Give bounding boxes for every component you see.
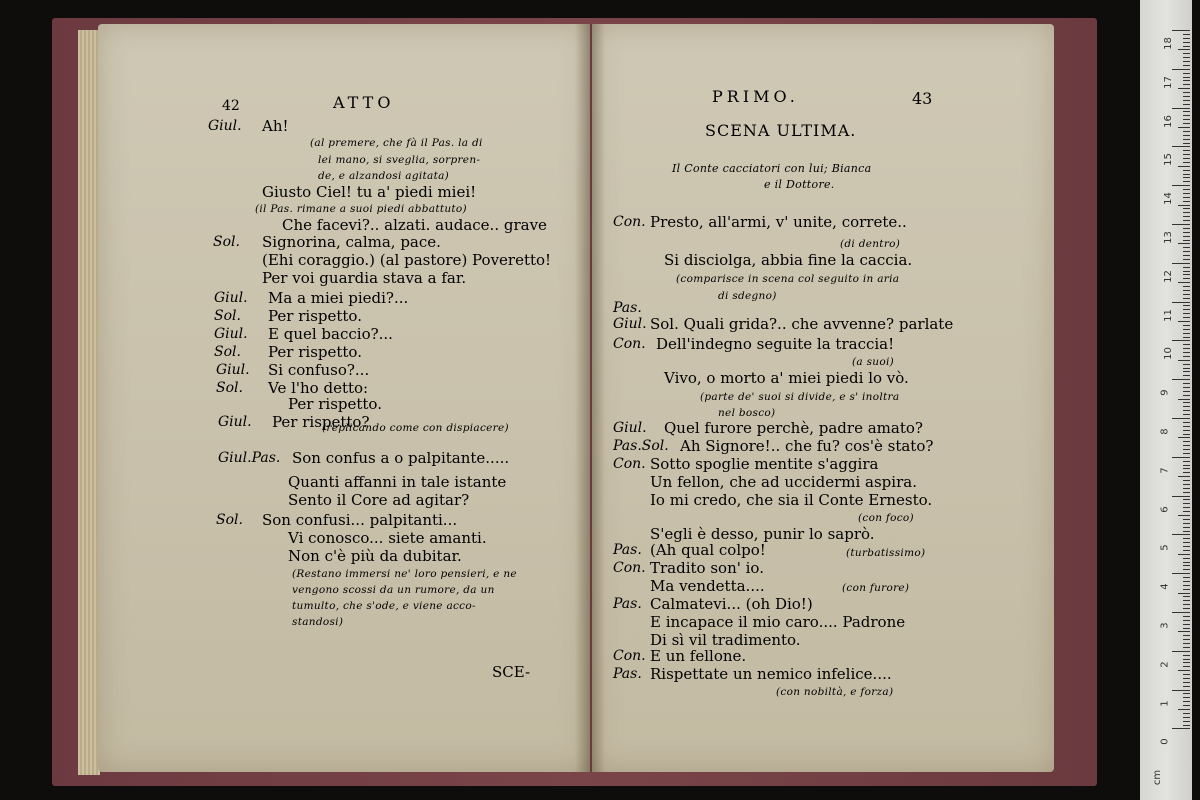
ruler-minor-tick bbox=[1178, 243, 1190, 244]
right-speaker: Pas. bbox=[613, 542, 642, 558]
left-dialogue: Son confusi... palpitanti... bbox=[262, 511, 458, 529]
ruler-minor-tick bbox=[1178, 554, 1190, 555]
ruler-minor-tick bbox=[1183, 550, 1190, 551]
book-gutter bbox=[575, 24, 605, 772]
left-dialogue: Per rispetto. bbox=[268, 343, 362, 361]
ruler-minor-tick bbox=[1183, 682, 1190, 683]
right-stage-direction: (con foco) bbox=[858, 512, 914, 524]
ruler-number: 2 bbox=[1159, 661, 1171, 668]
ruler-tick bbox=[1172, 457, 1190, 458]
ruler-tick bbox=[1172, 263, 1190, 264]
ruler-minor-tick bbox=[1183, 170, 1190, 171]
ruler-minor-tick bbox=[1183, 639, 1190, 640]
ruler-number: 16 bbox=[1162, 114, 1174, 128]
ruler-minor-tick bbox=[1183, 725, 1190, 726]
left-speaker: Giul.Pas. bbox=[218, 450, 281, 466]
ruler-minor-tick bbox=[1178, 593, 1190, 594]
left-verse: (Ehi coraggio.) (al pastore) Poveretto! bbox=[262, 251, 552, 269]
right-speaker: Giul. bbox=[613, 420, 647, 436]
right-dialogue: Presto, all'armi, v' unite, correte.. bbox=[650, 213, 907, 231]
ruler-minor-tick bbox=[1183, 348, 1190, 349]
left-speaker: Giul. bbox=[214, 290, 248, 306]
right-stage-direction: (con nobiltà, e forza) bbox=[776, 686, 894, 698]
ruler-minor-tick bbox=[1183, 309, 1190, 310]
ruler-minor-tick bbox=[1183, 717, 1190, 718]
left-dialogue: Per rispetto? bbox=[272, 413, 370, 431]
ruler-minor-tick bbox=[1178, 282, 1190, 283]
ruler-number: 17 bbox=[1162, 75, 1174, 89]
ruler-minor-tick bbox=[1183, 721, 1190, 722]
ruler-minor-tick bbox=[1183, 430, 1190, 431]
left-dialogue: Ma a miei piedi?... bbox=[268, 289, 409, 307]
ruler-number: 6 bbox=[1159, 505, 1171, 513]
ruler-minor-tick bbox=[1183, 139, 1190, 140]
ruler-minor-tick bbox=[1183, 84, 1190, 85]
right-stage-direction: (comparisce in scena col seguito in aria bbox=[676, 273, 900, 285]
ruler-minor-tick bbox=[1178, 631, 1190, 632]
right-dialogue: Tradito son' io. bbox=[650, 559, 764, 577]
ruler-number: 13 bbox=[1162, 231, 1174, 244]
ruler-number: 14 bbox=[1162, 192, 1174, 206]
cast-line-2: e il Dottore. bbox=[764, 178, 835, 191]
right-dialogue: Sotto spoglie mentite s'aggira bbox=[650, 455, 879, 473]
ruler-number: 3 bbox=[1159, 622, 1171, 629]
ruler-minor-tick bbox=[1183, 115, 1190, 116]
ruler-minor-tick bbox=[1178, 476, 1190, 477]
ruler-tick bbox=[1172, 496, 1190, 497]
ruler-minor-tick bbox=[1183, 96, 1190, 97]
ruler-minor-tick bbox=[1183, 426, 1190, 427]
ruler-minor-tick bbox=[1183, 197, 1190, 198]
ruler-tick bbox=[1172, 69, 1190, 70]
ruler-minor-tick bbox=[1183, 34, 1190, 35]
right-dialogue: Ah Signore!.. che fu? cos'è stato? bbox=[680, 437, 934, 455]
ruler-minor-tick bbox=[1183, 305, 1190, 306]
right-verse: E incapace il mio caro.... Padrone bbox=[650, 613, 906, 631]
right-stage-direction: (turbatissimo) bbox=[846, 547, 926, 559]
ruler-tick bbox=[1172, 302, 1190, 303]
left-dialogue: Per rispetto. bbox=[268, 307, 362, 325]
ruler-minor-tick bbox=[1178, 49, 1190, 50]
left-dialogue: Son confus a o palpitante..... bbox=[292, 449, 510, 467]
ruler-minor-tick bbox=[1183, 406, 1190, 407]
ruler-minor-tick bbox=[1183, 492, 1190, 493]
ruler-minor-tick bbox=[1183, 150, 1190, 151]
ruler-minor-tick bbox=[1183, 468, 1190, 469]
ruler-minor-tick bbox=[1178, 515, 1190, 516]
right-speaker: Pas. bbox=[613, 666, 642, 682]
left-stage-direction: tumulto, che s'ode, e viene acco- bbox=[292, 600, 476, 612]
ruler-minor-tick bbox=[1183, 531, 1190, 532]
ruler-tick bbox=[1172, 108, 1190, 109]
left-speaker: Giul. bbox=[216, 362, 250, 378]
right-verse: Un fellon, che ad uccidermi aspira. bbox=[650, 473, 917, 491]
left-stage-direction: vengono scossi da un rumore, da un bbox=[292, 584, 495, 596]
right-stage-direction: (con furore) bbox=[842, 582, 910, 594]
ruler-minor-tick bbox=[1183, 208, 1190, 209]
right-dialogue: Quel furore perchè, padre amato? bbox=[664, 419, 923, 437]
left-verse: Non c'è più da dubitar. bbox=[288, 547, 462, 565]
ruler-minor-tick bbox=[1183, 577, 1190, 578]
ruler-minor-tick bbox=[1183, 255, 1190, 256]
left-speaker: Giul. bbox=[214, 326, 248, 342]
ruler-minor-tick bbox=[1183, 317, 1190, 318]
ruler-minor-tick bbox=[1183, 565, 1190, 566]
cast-line-1: Il Conte cacciatori con lui; Bianca bbox=[672, 162, 872, 175]
ruler-minor-tick bbox=[1183, 414, 1190, 415]
left-verse: Giusto Ciel! tu a' piedi miei! bbox=[262, 183, 477, 201]
ruler-minor-tick bbox=[1183, 635, 1190, 636]
right-speaker: Con. bbox=[613, 648, 646, 664]
ruler-minor-tick bbox=[1183, 686, 1190, 687]
left-speaker: Sol. bbox=[216, 380, 243, 396]
ruler-minor-tick bbox=[1183, 527, 1190, 528]
right-stage-direction: nel bosco) bbox=[718, 407, 776, 419]
left-dialogue: Signorina, calma, pace. bbox=[262, 233, 441, 251]
ruler-minor-tick bbox=[1183, 480, 1190, 481]
ruler-minor-tick bbox=[1183, 422, 1190, 423]
ruler-minor-tick bbox=[1183, 503, 1190, 504]
left-stage-direction: de, e alzandosi agitata) bbox=[318, 170, 450, 182]
ruler-minor-tick bbox=[1183, 643, 1190, 644]
ruler-minor-tick bbox=[1183, 499, 1190, 500]
right-stage-direction: di sdegno) bbox=[718, 290, 777, 302]
right-verse: Si disciolga, abbia fine la caccia. bbox=[664, 251, 913, 269]
ruler-minor-tick bbox=[1183, 201, 1190, 202]
ruler-minor-tick bbox=[1183, 286, 1190, 287]
page-edges bbox=[78, 30, 100, 775]
ruler-tick bbox=[1172, 573, 1190, 574]
ruler-unit: cm bbox=[1152, 769, 1164, 786]
ruler-minor-tick bbox=[1183, 313, 1190, 314]
ruler-number: 9 bbox=[1159, 389, 1171, 396]
right-speaker: Con. bbox=[613, 214, 646, 230]
ruler-minor-tick bbox=[1183, 177, 1190, 178]
ruler-minor-tick bbox=[1183, 546, 1190, 547]
ruler-minor-tick bbox=[1178, 321, 1190, 322]
right-speaker: Pas.Sol. bbox=[613, 438, 669, 454]
right-speaker: Con. bbox=[613, 456, 646, 472]
ruler-minor-tick bbox=[1183, 410, 1190, 411]
right-page-header: PRIMO. bbox=[712, 87, 799, 106]
ruler-minor-tick bbox=[1183, 240, 1190, 241]
ruler-minor-tick bbox=[1183, 511, 1190, 512]
ruler-tick bbox=[1172, 185, 1190, 186]
ruler-minor-tick bbox=[1178, 88, 1190, 89]
ruler-minor-tick bbox=[1183, 604, 1190, 605]
ruler-minor-tick bbox=[1183, 251, 1190, 252]
ruler-minor-tick bbox=[1183, 298, 1190, 299]
ruler-minor-tick bbox=[1183, 42, 1190, 43]
ruler-minor-tick bbox=[1183, 329, 1190, 330]
ruler-minor-tick bbox=[1183, 395, 1190, 396]
ruler-minor-tick bbox=[1183, 228, 1190, 229]
ruler-minor-tick bbox=[1183, 705, 1190, 706]
right-page-number: 43 bbox=[912, 89, 933, 108]
ruler-minor-tick bbox=[1183, 558, 1190, 559]
ruler-minor-tick bbox=[1183, 655, 1190, 656]
ruler-minor-tick bbox=[1183, 562, 1190, 563]
ruler-minor-tick bbox=[1183, 364, 1190, 365]
ruler-minor-tick bbox=[1183, 53, 1190, 54]
ruler-minor-tick bbox=[1183, 119, 1190, 120]
ruler-minor-tick bbox=[1183, 274, 1190, 275]
ruler-minor-tick bbox=[1183, 220, 1190, 221]
left-page-header: ATTO bbox=[333, 93, 395, 112]
right-verse: Vivo, o morto a' miei piedi lo vò. bbox=[664, 369, 909, 387]
ruler-number: 8 bbox=[1159, 428, 1171, 435]
ruler-tick bbox=[1172, 534, 1190, 535]
ruler-minor-tick bbox=[1183, 352, 1190, 353]
left-stage-direction: (il Pas. rimane a suoi piedi abbattuto) bbox=[255, 203, 467, 215]
ruler-tick bbox=[1172, 690, 1190, 691]
left-dialogue: E quel baccio?... bbox=[268, 325, 393, 343]
ruler-minor-tick bbox=[1183, 247, 1190, 248]
ruler-minor-tick bbox=[1178, 127, 1190, 128]
ruler-minor-tick bbox=[1183, 697, 1190, 698]
ruler-minor-tick bbox=[1183, 267, 1190, 268]
ruler-minor-tick bbox=[1183, 624, 1190, 625]
ruler-minor-tick bbox=[1183, 647, 1190, 648]
catchword: SCE- bbox=[492, 663, 531, 681]
ruler-tick bbox=[1172, 651, 1190, 652]
ruler-minor-tick bbox=[1183, 662, 1190, 663]
ruler-minor-tick bbox=[1183, 391, 1190, 392]
right-stage-direction: (di dentro) bbox=[840, 238, 901, 250]
ruler-minor-tick bbox=[1183, 628, 1190, 629]
ruler-number: 7 bbox=[1159, 467, 1171, 474]
left-stage-direction: lei mano, si sveglia, sorpren- bbox=[318, 154, 481, 166]
ruler-minor-tick bbox=[1183, 162, 1190, 163]
ruler-minor-tick bbox=[1183, 57, 1190, 58]
ruler-tick bbox=[1172, 146, 1190, 147]
ruler-minor-tick bbox=[1183, 123, 1190, 124]
ruler-minor-tick bbox=[1183, 325, 1190, 326]
ruler-minor-tick bbox=[1183, 445, 1190, 446]
ruler-minor-tick bbox=[1183, 713, 1190, 714]
ruler-minor-tick bbox=[1183, 278, 1190, 279]
ruler-minor-tick bbox=[1183, 441, 1190, 442]
ruler-minor-tick bbox=[1183, 344, 1190, 345]
ruler-number: 1 bbox=[1159, 699, 1171, 707]
right-verse: S'egli è desso, punir lo saprò. bbox=[650, 525, 875, 543]
left-stage-direction: (Restano immersi ne' loro pensieri, e ne bbox=[292, 568, 517, 580]
left-verse: Sento il Core ad agitar? bbox=[288, 491, 470, 509]
ruler-minor-tick bbox=[1183, 77, 1190, 78]
ruler-minor-tick bbox=[1183, 356, 1190, 357]
ruler-minor-tick bbox=[1183, 608, 1190, 609]
ruler-tick bbox=[1172, 30, 1190, 31]
ruler-number: 0 bbox=[1159, 738, 1171, 746]
ruler-minor-tick bbox=[1183, 368, 1190, 369]
left-verse: Vi conosco... siete amanti. bbox=[288, 529, 487, 547]
ruler-number: 18 bbox=[1162, 37, 1174, 50]
ruler-minor-tick bbox=[1183, 143, 1190, 144]
ruler-minor-tick bbox=[1183, 100, 1190, 101]
right-speaker: Pas. bbox=[613, 300, 642, 316]
ruler-minor-tick bbox=[1183, 104, 1190, 105]
ruler-minor-tick bbox=[1183, 333, 1190, 334]
ruler-minor-tick bbox=[1183, 507, 1190, 508]
ruler-minor-tick bbox=[1178, 205, 1190, 206]
ruler-minor-tick bbox=[1183, 569, 1190, 570]
right-verse: Io mi credo, che sia il Conte Ernesto. bbox=[650, 491, 933, 509]
left-stage-direction: (al premere, che fà il Pas. la di bbox=[310, 137, 483, 149]
ruler-minor-tick bbox=[1183, 193, 1190, 194]
ruler-minor-tick bbox=[1183, 236, 1190, 237]
ruler-minor-tick bbox=[1183, 600, 1190, 601]
right-stage-direction: (a suoi) bbox=[852, 356, 895, 368]
ruler-tick bbox=[1172, 612, 1190, 613]
right-dialogue: Rispettate un nemico infelice.... bbox=[650, 665, 892, 683]
ruler-minor-tick bbox=[1178, 437, 1190, 438]
right-speaker: Con. bbox=[613, 336, 646, 352]
right-speaker: Con. bbox=[613, 560, 646, 576]
ruler-tick bbox=[1172, 379, 1190, 380]
ruler-minor-tick bbox=[1183, 519, 1190, 520]
ruler-minor-tick bbox=[1183, 616, 1190, 617]
ruler-minor-tick bbox=[1183, 472, 1190, 473]
ruler-number: 10 bbox=[1162, 347, 1174, 361]
left-page-number: 42 bbox=[222, 98, 240, 114]
ruler-minor-tick bbox=[1178, 399, 1190, 400]
ruler-number: 12 bbox=[1162, 269, 1174, 283]
ruler-minor-tick bbox=[1178, 166, 1190, 167]
ruler-number: 15 bbox=[1162, 153, 1174, 167]
scene-title: SCENA ULTIMA. bbox=[705, 121, 857, 140]
ruler-minor-tick bbox=[1183, 61, 1190, 62]
ruler-minor-tick bbox=[1183, 581, 1190, 582]
ruler-minor-tick bbox=[1183, 674, 1190, 675]
ruler-minor-tick bbox=[1183, 92, 1190, 93]
ruler-minor-tick bbox=[1183, 259, 1190, 260]
left-dialogue: Si confuso?... bbox=[268, 361, 370, 379]
right-dialogue: (Ah qual colpo! bbox=[650, 541, 766, 559]
ruler-minor-tick bbox=[1183, 659, 1190, 660]
left-dialogue: Ah! bbox=[262, 117, 289, 135]
ruler-minor-tick bbox=[1183, 131, 1190, 132]
right-verse: Di sì vil tradimento. bbox=[650, 631, 801, 649]
left-speaker: Sol. bbox=[214, 308, 241, 324]
ruler-minor-tick bbox=[1183, 73, 1190, 74]
ruler-minor-tick bbox=[1183, 46, 1190, 47]
ruler-minor-tick bbox=[1183, 135, 1190, 136]
right-dialogue: Sol. Quali grida?.. che avvenne? parlate bbox=[650, 315, 954, 333]
ruler-minor-tick bbox=[1183, 154, 1190, 155]
measuring-ruler bbox=[1140, 0, 1192, 800]
ruler-minor-tick bbox=[1183, 434, 1190, 435]
left-stage-direction: (replicando come con dispiacere) bbox=[322, 422, 509, 434]
ruler-minor-tick bbox=[1183, 65, 1190, 66]
ruler-minor-tick bbox=[1183, 290, 1190, 291]
ruler-minor-tick bbox=[1183, 271, 1190, 272]
right-verse: Ma vendetta.... bbox=[650, 577, 765, 595]
ruler-minor-tick bbox=[1183, 585, 1190, 586]
ruler-minor-tick bbox=[1183, 461, 1190, 462]
ruler-minor-tick bbox=[1183, 189, 1190, 190]
right-speaker: Pas. bbox=[613, 596, 642, 612]
ruler-minor-tick bbox=[1183, 701, 1190, 702]
ruler-minor-tick bbox=[1183, 693, 1190, 694]
ruler-minor-tick bbox=[1183, 232, 1190, 233]
left-verse: Quanti affanni in tale istante bbox=[288, 473, 507, 491]
ruler-minor-tick bbox=[1183, 589, 1190, 590]
ruler-tick bbox=[1172, 728, 1190, 729]
ruler-minor-tick bbox=[1183, 620, 1190, 621]
ruler-minor-tick bbox=[1183, 542, 1190, 543]
right-speaker: Giul. bbox=[613, 316, 647, 332]
ruler-minor-tick bbox=[1183, 596, 1190, 597]
ruler-minor-tick bbox=[1183, 174, 1190, 175]
left-dialogue: Ve l'ho detto: bbox=[268, 379, 369, 397]
ruler-minor-tick bbox=[1183, 111, 1190, 112]
ruler-tick bbox=[1172, 340, 1190, 341]
ruler-minor-tick bbox=[1183, 523, 1190, 524]
ruler-tick bbox=[1172, 224, 1190, 225]
ruler-minor-tick bbox=[1183, 181, 1190, 182]
ruler-number: 11 bbox=[1162, 308, 1174, 322]
left-verse: Per voi guardia stava a far. bbox=[262, 269, 467, 287]
left-speaker: Giul. bbox=[208, 118, 242, 134]
ruler-minor-tick bbox=[1183, 678, 1190, 679]
ruler-minor-tick bbox=[1183, 158, 1190, 159]
ruler-minor-tick bbox=[1183, 371, 1190, 372]
ruler-minor-tick bbox=[1183, 484, 1190, 485]
ruler-minor-tick bbox=[1178, 670, 1190, 671]
ruler-minor-tick bbox=[1183, 465, 1190, 466]
left-speaker: Giul. bbox=[218, 414, 252, 430]
left-verse: Per rispetto. bbox=[288, 395, 382, 413]
ruler-minor-tick bbox=[1183, 383, 1190, 384]
ruler-minor-tick bbox=[1183, 212, 1190, 213]
left-speaker: Sol. bbox=[214, 344, 241, 360]
ruler-minor-tick bbox=[1183, 216, 1190, 217]
ruler-minor-tick bbox=[1183, 488, 1190, 489]
ruler-minor-tick bbox=[1183, 387, 1190, 388]
right-dialogue: E un fellone. bbox=[650, 647, 747, 665]
ruler-minor-tick bbox=[1178, 360, 1190, 361]
right-dialogue: Dell'indegno seguite la traccia! bbox=[656, 335, 895, 353]
ruler-minor-tick bbox=[1183, 337, 1190, 338]
left-speaker: Sol. bbox=[216, 512, 243, 528]
ruler-minor-tick bbox=[1183, 538, 1190, 539]
ruler-minor-tick bbox=[1183, 449, 1190, 450]
ruler-minor-tick bbox=[1183, 375, 1190, 376]
left-verse: Che facevi?.. alzati. audace.. grave bbox=[282, 216, 547, 234]
ruler-minor-tick bbox=[1183, 453, 1190, 454]
left-stage-direction: standosi) bbox=[292, 616, 344, 628]
ruler-minor-tick bbox=[1178, 709, 1190, 710]
ruler-number: 4 bbox=[1159, 583, 1171, 590]
ruler-minor-tick bbox=[1183, 294, 1190, 295]
ruler-minor-tick bbox=[1183, 402, 1190, 403]
left-speaker: Sol. bbox=[213, 234, 240, 250]
ruler-minor-tick bbox=[1183, 666, 1190, 667]
ruler-minor-tick bbox=[1183, 38, 1190, 39]
ruler-tick bbox=[1172, 418, 1190, 419]
right-dialogue: Calmatevi... (oh Dio!) bbox=[650, 595, 813, 613]
ruler-number: 5 bbox=[1159, 544, 1171, 552]
ruler-minor-tick bbox=[1183, 80, 1190, 81]
right-stage-direction: (parte de' suoi si divide, e s' inoltra bbox=[700, 391, 900, 403]
